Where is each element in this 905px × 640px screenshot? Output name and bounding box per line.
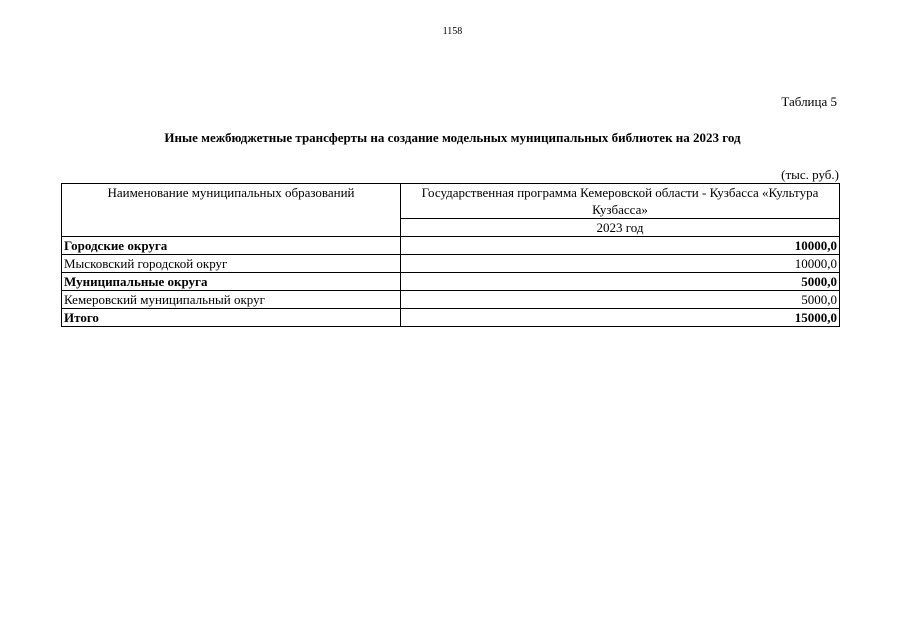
row-name: Итого [62,309,401,327]
document-title: Иные межбюджетные трансферты на создание модельных муниципальных библиотек на 2023 год [164,130,741,145]
header-program: Государственная программа Кемеровской области - Кузбасса «Культура Кузбасса» [401,184,840,219]
row-name: Городские округа [62,237,401,255]
row-value: 5000,0 [401,291,840,309]
header-municipality: Наименование муниципальных образований [62,184,401,237]
row-name: Муниципальные округа [62,273,401,291]
table-row [62,291,840,309]
header-year: 2023 год [401,219,840,237]
table-header-row [62,184,840,219]
table-row-total [62,309,840,327]
row-value: 10000,0 [401,255,840,273]
table-row-group [62,237,840,255]
row-value: 5000,0 [401,273,840,291]
table-row-group [62,273,840,291]
table-label: Таблица 5 [781,94,837,109]
row-name: Мысковский городской округ [62,255,401,273]
units-label: (тыс. руб.) [781,167,839,182]
row-value: 10000,0 [401,237,840,255]
row-name: Кемеровский муниципальный округ [62,291,401,309]
transfers-table [61,183,840,327]
table-row [62,255,840,273]
row-value: 15000,0 [401,309,840,327]
page-number: 1158 [442,26,463,37]
